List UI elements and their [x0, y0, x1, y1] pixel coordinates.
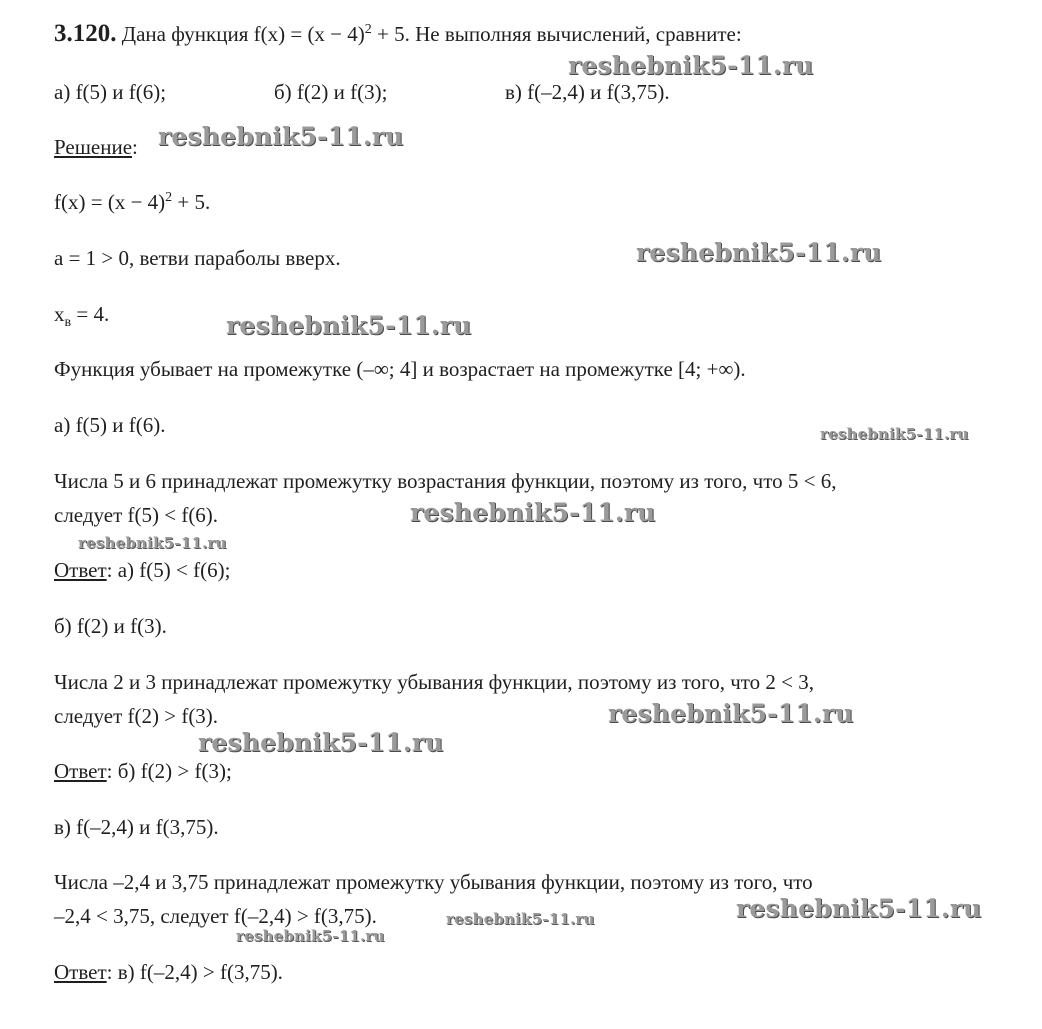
vertex-value: = 4. [71, 302, 110, 326]
part-c-answer [54, 962, 283, 983]
statement-prefix: Дана функция f(x) = (x − 4) [121, 22, 365, 46]
part-a-text-2: следует f(5) < f(6). [54, 503, 219, 527]
watermark: reshebnik5-11.ru [236, 927, 385, 945]
solution-heading-label: Решение [54, 135, 133, 159]
part-c-answer-text: : в) f(–2,4) > f(3,75). [106, 960, 283, 984]
part-c-text-1: Числа –2,4 и 3,75 принадлежат промежутку убывания функции, поэтому из того, что [54, 870, 813, 894]
watermark: reshebnik5-11.ru [608, 699, 854, 728]
problem-statement [54, 21, 742, 46]
watermark: reshebnik5-11.ru [158, 122, 404, 151]
part-c-text-2: –2,4 < 3,75, следует f(–2,4) > f(3,75). [54, 904, 377, 928]
part-c-answer-label: Ответ [54, 960, 107, 984]
watermark: reshebnik5-11.ru [198, 728, 444, 757]
vertex-line [54, 302, 110, 330]
part-b-text-2: следует f(2) > f(3). [54, 704, 219, 728]
part-a-answer-label: Ответ [54, 558, 107, 582]
solution-heading-colon: : [132, 135, 138, 159]
function-exponent: 2 [165, 190, 173, 205]
watermark: reshebnik5-11.ru [78, 534, 227, 552]
function-suffix: + 5. [172, 190, 211, 214]
part-a-answer [54, 560, 230, 581]
statement-exponent: 2 [364, 22, 372, 37]
part-c-title: в) f(–2,4) и f(3,75). [54, 815, 219, 839]
watermark: reshebnik5-11.ru [446, 910, 595, 928]
watermark: reshebnik5-11.ru [568, 51, 814, 80]
option-c: в) f(–2,4) и f(3,75). [505, 80, 670, 104]
watermark: reshebnik5-11.ru [820, 425, 969, 443]
part-a-title: а) f(5) и f(6). [54, 413, 166, 437]
part-b-title: б) f(2) и f(3). [54, 614, 167, 638]
part-a-text-1: Числа 5 и 6 принадлежат промежутку возрастания функции, поэтому из того, что 5 < 6, [54, 469, 837, 493]
coefficient-line: a = 1 > 0, ветви параболы вверх. [54, 246, 341, 270]
vertex-sub: в [64, 315, 72, 330]
watermark: reshebnik5-11.ru [226, 311, 472, 340]
problem-number: 3.120. [54, 20, 117, 47]
function-definition [54, 192, 210, 213]
solution-heading [54, 137, 138, 158]
statement-suffix: + 5. Не выполняя вычислений, сравните: [371, 22, 742, 46]
part-b-text-1: Числа 2 и 3 принадлежат промежутку убывания функции, поэтому из того, что 2 < 3, [54, 670, 814, 694]
watermark: reshebnik5-11.ru [636, 238, 882, 267]
watermark: reshebnik5-11.ru [410, 498, 656, 527]
part-b-answer-label: Ответ [54, 759, 107, 783]
vertex-var: x [54, 302, 65, 326]
function-prefix: f(x) = (x − 4) [54, 190, 166, 214]
watermark: reshebnik5-11.ru [736, 894, 982, 923]
part-b-answer-text: : б) f(2) > f(3); [106, 759, 232, 783]
part-b-answer [54, 761, 232, 782]
part-a-answer-text: : а) f(5) < f(6); [106, 558, 231, 582]
option-a: а) f(5) и f(6); [54, 80, 167, 104]
option-b: б) f(2) и f(3); [274, 80, 388, 104]
monotonicity-line: Функция убывает на промежутке (–∞; 4] и возрастает на промежутке [4; +∞). [54, 357, 746, 381]
